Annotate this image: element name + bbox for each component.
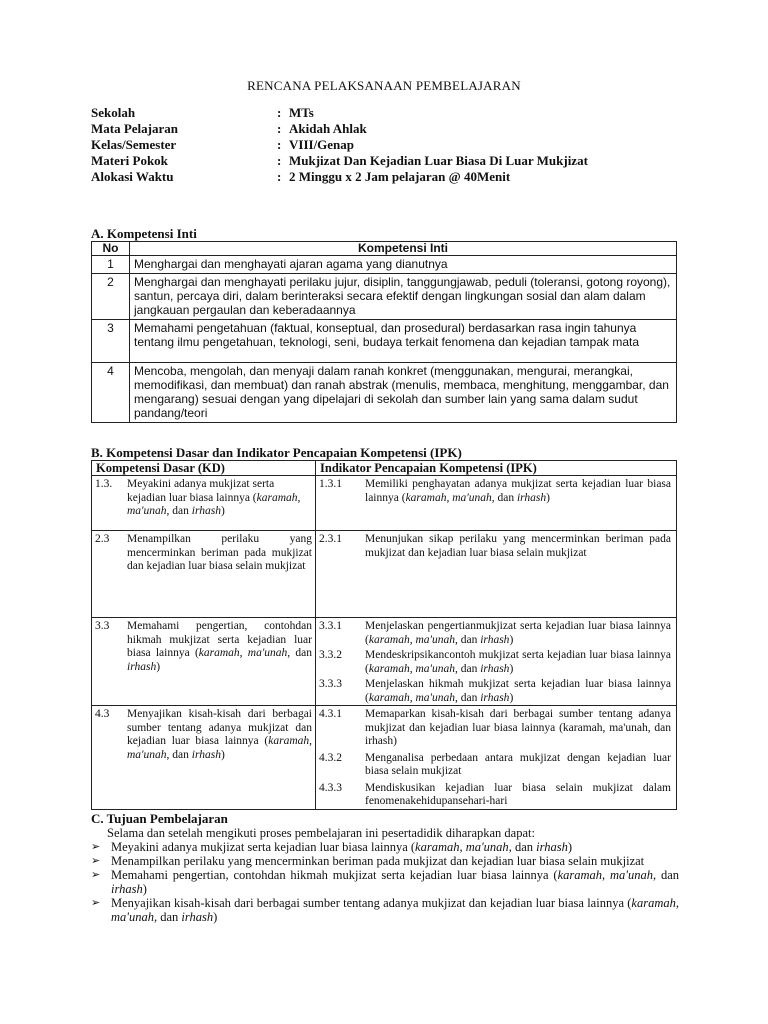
meta-row-topic bbox=[91, 153, 588, 169]
kd-number: 4.3 bbox=[95, 708, 110, 720]
meta-value: VIII/Genap bbox=[289, 137, 355, 152]
table-row bbox=[92, 256, 677, 274]
meta-label: Kelas/Semester bbox=[91, 137, 177, 152]
ipk-text: Memiliki penghayatan adanya mukjizat serta kejadian luar biasa lainnya (karamah, ma'unah, dan irhash) bbox=[365, 478, 671, 504]
kd-text: Meyakini adanya mukjizat serta kejadian luar biasa lainnya (karamah, ma'unah, dan irhash) bbox=[127, 478, 301, 517]
ipk-number: 2.3.1 bbox=[319, 533, 342, 545]
ipk-item bbox=[316, 531, 676, 560]
arrow-bullet-icon: ➢ bbox=[91, 896, 101, 909]
meta-label: Mata Pelajaran bbox=[91, 121, 179, 136]
ipk-number: 4.3.2 bbox=[319, 751, 342, 764]
identity-block bbox=[91, 105, 588, 185]
ipk-number: 3.3.2 bbox=[319, 649, 342, 661]
section-c-intro: Selama dan setelah mengikuti proses pembelajaran ini pesertadidik diharapkan dapat: bbox=[107, 826, 535, 840]
kd-ipk-table bbox=[91, 460, 677, 810]
arrow-bullet-icon: ➢ bbox=[91, 840, 101, 853]
arrow-bullet-icon: ➢ bbox=[91, 854, 101, 867]
row-number: 1 bbox=[92, 256, 130, 274]
meta-colon: : bbox=[277, 153, 282, 168]
section-c-heading: C. Tujuan Pembelajaran bbox=[91, 811, 228, 826]
meta-row-subject bbox=[91, 121, 588, 137]
meta-label: Materi Pokok bbox=[91, 153, 168, 168]
table-row bbox=[92, 363, 677, 423]
ipk-item bbox=[316, 618, 676, 647]
column-header-ipk: Indikator Pencapaian Kompetensi (IPK) bbox=[316, 461, 677, 476]
ipk-number: 4.3.3 bbox=[319, 781, 342, 794]
table-header-row bbox=[92, 461, 677, 476]
ipk-text: Memaparkan kisah-kisah dari berbagai sumber tentang adanya mukjizat dan kejadian luar biasa lainnya (karamah, ma'unah, dan irhash) bbox=[365, 708, 671, 747]
list-item-text: Menampilkan perilaku yang mencerminkan beriman pada mukjizat dan kejadian luar biasa selain mukjizat bbox=[111, 854, 645, 868]
column-header-ki: Kompetensi Inti bbox=[130, 242, 677, 256]
row-text: Menghargai dan menghayati ajaran agama yang dianutnya bbox=[130, 256, 677, 274]
table-row bbox=[92, 531, 677, 618]
meta-value: Mukjizat Dan Kejadian Luar Biasa Di Luar Mukjizat bbox=[289, 153, 588, 168]
table-header-row bbox=[92, 242, 677, 256]
meta-value: MTs bbox=[289, 105, 314, 120]
meta-label: Sekolah bbox=[91, 105, 136, 120]
ipk-cell bbox=[316, 618, 677, 706]
arrow-bullet-icon: ➢ bbox=[91, 868, 101, 881]
list-item bbox=[91, 854, 679, 868]
kd-number: 2.3 bbox=[95, 533, 110, 545]
ipk-cell bbox=[316, 531, 677, 618]
ipk-text: Mendiskusikan kejadian luar biasa selain mukjizat dalam fenomenakehidupansehari-hari bbox=[365, 781, 671, 807]
section-b-heading: B. Kompetensi Dasar dan Indikator Pencapaian Kompetensi (IPK) bbox=[91, 445, 462, 460]
section-c bbox=[91, 812, 679, 924]
ipk-item bbox=[316, 676, 676, 705]
table-row bbox=[92, 476, 677, 531]
kd-number: 3.3 bbox=[95, 620, 110, 632]
kd-text: Memahami pengertian, contohdan hikmah mukjizat serta kejadian luar biasa lainnya (karamah, ma'unah, dan irhash) bbox=[127, 620, 313, 673]
column-header-kd: Kompetensi Dasar (KD) bbox=[92, 461, 316, 476]
ipk-item bbox=[316, 780, 676, 809]
table-row bbox=[92, 320, 677, 363]
column-header-no: No bbox=[92, 242, 130, 256]
row-number: 3 bbox=[92, 320, 130, 363]
list-item bbox=[91, 840, 679, 854]
list-item-text: Menyajikan kisah-kisah dari berbagai sumber tentang adanya mukjizat dan kejadian luar biasa lainnya (karamah, ma'unah, dan irhash) bbox=[111, 896, 679, 924]
list-item bbox=[91, 868, 679, 896]
ipk-text: Menjelaskan hikmah mukjizat serta kejadian luar biasa lainnya (karamah, ma'unah, dan irhash) bbox=[365, 678, 671, 704]
meta-row-time bbox=[91, 169, 588, 185]
row-number: 4 bbox=[92, 363, 130, 423]
kd-text: Menyajikan kisah-kisah dari berbagai sumber tentang adanya mukjizat dan kejadian luar biasa lainnya (karamah, ma'unah, dan irhash) bbox=[127, 708, 312, 761]
ipk-item bbox=[316, 750, 676, 779]
section-a-heading: A. Kompetensi Inti bbox=[91, 226, 197, 241]
document-title: RENCANA PELAKSANAAN PEMBELAJARAN bbox=[247, 78, 521, 93]
row-text: Menghargai dan menghayati perilaku jujur, disiplin, tanggungjawab, peduli (toleransi, gotong royong), santun, percaya diri, dalam berinteraksi secara efektif dengan lingkungan sosial dan alam dalam jangkauan pergaulan dan keberadaannya bbox=[130, 274, 677, 320]
row-text: Mencoba, mengolah, dan menyaji dalam ranah konkret (menggunakan, mengurai, merangkai, memodifikasi, dan membuat) dan ranah abstrak (menulis, membaca, menghitung, menggambar, dan mengarang) sesuai dengan yang dipelajari di sekolah dan sumber lain yang sama dalam sudut pandang/teori bbox=[130, 363, 677, 423]
meta-value: Akidah Ahlak bbox=[289, 121, 367, 136]
ipk-text: Menunjukan sikap perilaku yang mencerminkan beriman pada mukjizat dan kejadian luar biasa selain mukjizat bbox=[365, 533, 671, 559]
meta-label: Alokasi Waktu bbox=[91, 169, 174, 184]
meta-row-class bbox=[91, 137, 588, 153]
ipk-item bbox=[316, 706, 676, 749]
list-item bbox=[91, 896, 679, 924]
kompetensi-inti-table bbox=[91, 241, 677, 423]
ipk-number: 3.3.3 bbox=[319, 678, 342, 690]
meta-colon: : bbox=[277, 121, 282, 136]
kd-cell bbox=[92, 618, 316, 706]
ipk-cell bbox=[316, 706, 677, 810]
ipk-item bbox=[316, 476, 676, 505]
kd-text: Menampilkan perilaku yang mencerminkan beriman pada mukjizat dan kejadian luar biasa selain mukjizat bbox=[127, 533, 312, 572]
table-row bbox=[92, 618, 677, 706]
list-item-text: Meyakini adanya mukjizat serta kejadian luar biasa lainnya (karamah, ma'unah, dan irhash) bbox=[111, 840, 573, 854]
ipk-cell bbox=[316, 476, 677, 531]
kd-cell bbox=[92, 706, 316, 810]
list-item-text: Memahami pengertian, contohdan hikmah mukjizat serta kejadian luar biasa lainnya (karamah, ma'unah, dan irhash) bbox=[111, 868, 679, 896]
ipk-text: Mendeskripsikancontoh mukjizat serta kejadian luar biasa lainnya (karamah, ma'unah, dan irhash) bbox=[365, 649, 671, 675]
ipk-text: Menganalisa perbedaan antara mukjizat dengan kejadian luar biasa selain mukjizat bbox=[365, 751, 671, 777]
table-row bbox=[92, 274, 677, 320]
row-number: 2 bbox=[92, 274, 130, 320]
meta-row-school bbox=[91, 105, 588, 121]
kd-number: 1.3. bbox=[95, 478, 113, 490]
kd-cell bbox=[92, 531, 316, 618]
table-row bbox=[92, 706, 677, 810]
meta-value: 2 Minggu x 2 Jam pelajaran @ 40Menit bbox=[289, 169, 511, 184]
row-text: Memahami pengetahuan (faktual, konseptual, dan prosedural) berdasarkan rasa ingin tahunya tentang ilmu pengetahuan, teknologi, seni, budaya terkait fenomena dan kejadian tampak mata bbox=[130, 320, 677, 363]
kd-cell bbox=[92, 476, 316, 531]
ipk-text: Menjelaskan pengertianmukjizat serta kejadian luar biasa lainnya (karamah, ma'unah, dan irhash) bbox=[365, 620, 671, 646]
meta-colon: : bbox=[277, 105, 282, 120]
meta-colon: : bbox=[277, 169, 282, 184]
ipk-number: 4.3.1 bbox=[319, 708, 342, 720]
ipk-item bbox=[316, 647, 676, 676]
meta-colon: : bbox=[277, 137, 282, 152]
ipk-number: 1.3.1 bbox=[319, 478, 342, 490]
ipk-number: 3.3.1 bbox=[319, 620, 342, 632]
